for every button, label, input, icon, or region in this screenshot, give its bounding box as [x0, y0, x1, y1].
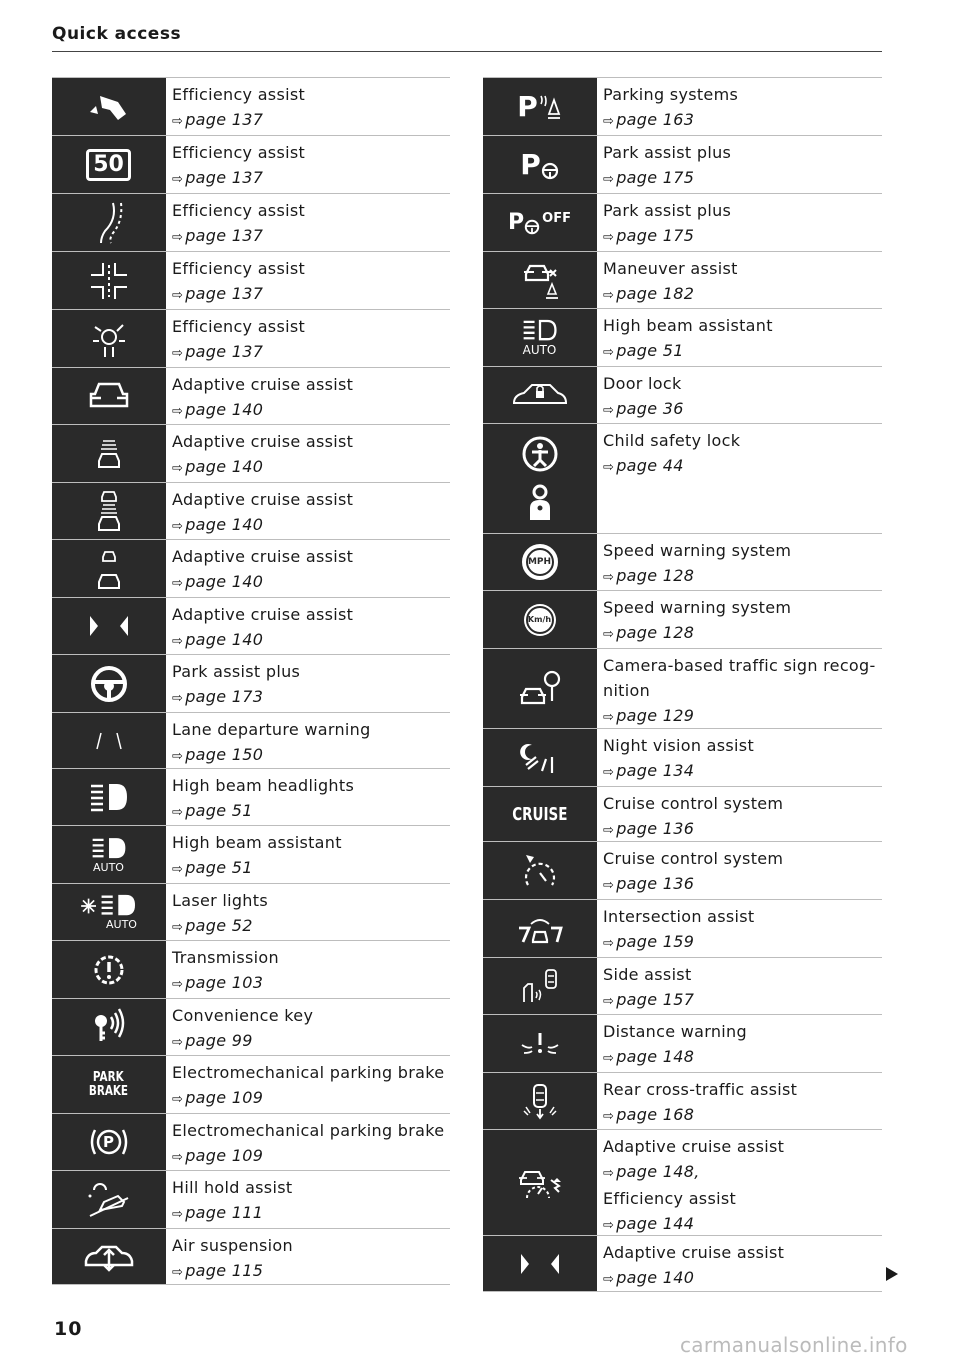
- page-reference-link[interactable]: ⇨ page 163: [603, 110, 695, 129]
- table-row: [483, 1235, 882, 1292]
- table-row: [483, 1014, 882, 1072]
- next-page-arrow-icon[interactable]: [886, 1267, 898, 1281]
- row-label: Adaptive cruise assist: [172, 490, 354, 509]
- row-label: Cruise control system: [603, 849, 784, 868]
- speed-warning-kmh-icon: [483, 591, 597, 648]
- table-row: [483, 1129, 882, 1235]
- page-reference-link[interactable]: ⇨ page 109: [172, 1146, 264, 1165]
- row-label: Adaptive cruise assist: [172, 605, 354, 624]
- page-reference-link[interactable]: ⇨ page 128: [603, 623, 695, 642]
- row-label-continued: nition: [603, 681, 651, 700]
- table-row: [52, 768, 450, 825]
- page-reference-link[interactable]: ⇨ page 175: [603, 168, 695, 187]
- row-label: Speed warning system: [603, 598, 792, 617]
- row-label: Child safety lock: [603, 431, 741, 450]
- cruise-gauge-icon: [483, 842, 597, 899]
- curve-road-icon: [52, 194, 166, 251]
- table-row: [483, 786, 882, 841]
- transmission-gear-icon: [52, 941, 166, 998]
- row-label: Convenience key: [172, 1006, 314, 1025]
- page-reference-link[interactable]: ⇨ page 182: [603, 284, 695, 303]
- row-label: Electromechanical parking brake: [172, 1063, 445, 1082]
- night-vision-icon: [483, 729, 597, 786]
- park-label: PARK: [93, 1069, 124, 1085]
- traffic-sign-recognition-icon: [483, 649, 597, 728]
- laser-light-icon: [52, 884, 166, 940]
- park-brake-text-icon: [52, 1056, 166, 1113]
- car-front-icon: [52, 368, 166, 424]
- table-row: [52, 654, 450, 712]
- table-row: [483, 648, 882, 728]
- row-label: Door lock: [603, 374, 682, 393]
- table-row: [52, 1113, 450, 1170]
- table-row: [52, 193, 450, 251]
- table-row: [52, 482, 450, 539]
- table-row: [52, 883, 450, 940]
- table-row: [483, 899, 882, 957]
- car-distance-3-icon: [52, 540, 166, 597]
- child-safety-lock-icon: [483, 424, 597, 533]
- table-row: [483, 533, 882, 590]
- table-row: [52, 135, 450, 193]
- row-label: Efficiency assist: [172, 201, 306, 220]
- row-label: Maneuver assist: [603, 259, 738, 278]
- table-row: [52, 1170, 450, 1228]
- page-reference-link[interactable]: ⇨ page 44: [603, 456, 684, 475]
- table-row: [52, 1055, 450, 1113]
- table-row: [52, 424, 450, 482]
- page-reference-link[interactable]: ⇨ page 173: [172, 687, 264, 706]
- speed-warning-mph-icon: [483, 534, 597, 590]
- row-label: Adaptive cruise assist: [172, 547, 354, 566]
- right-column: [483, 77, 882, 1292]
- cruise-text-icon: [483, 787, 597, 841]
- page-reference-link[interactable]: ⇨ page 129: [603, 706, 695, 725]
- table-row: [483, 841, 882, 899]
- parking-system-icon: [483, 78, 597, 135]
- speed-limit-text: 50: [86, 149, 131, 181]
- page-title: Quick access: [52, 24, 182, 44]
- page-reference-link[interactable]: ⇨ page 140: [172, 457, 264, 476]
- page-reference-link[interactable]: ⇨ page 140: [172, 515, 264, 534]
- row-label: Park assist plus: [603, 143, 732, 162]
- lane-arrows-icon: [483, 1236, 597, 1291]
- page-reference-link[interactable]: ⇨ page 148,: [603, 1162, 700, 1181]
- steering-wheel-icon: [52, 655, 166, 712]
- page-reference-link[interactable]: ⇨ page 137: [172, 342, 264, 361]
- auto-label: AUTO: [106, 918, 137, 931]
- page-reference-link[interactable]: ⇨ page 140: [172, 400, 264, 419]
- air-suspension-icon: [52, 1229, 166, 1284]
- table-row: [483, 728, 882, 786]
- page-reference-link[interactable]: ⇨ page 140: [603, 1268, 695, 1287]
- left-column: [52, 77, 450, 1285]
- kmh-label: Km/h: [527, 615, 552, 624]
- road-tilt-icon: [52, 78, 166, 135]
- cruise-label: CRUISE: [511, 803, 568, 825]
- hill-hold-icon: [52, 1171, 166, 1228]
- table-row: [483, 308, 882, 366]
- table-row: [483, 1072, 882, 1129]
- table-row: [52, 77, 450, 135]
- maneuver-assist-icon: [483, 252, 597, 308]
- table-row: [483, 590, 882, 648]
- page-reference-link[interactable]: ⇨ page 144: [603, 1214, 695, 1233]
- table-row: [52, 940, 450, 998]
- page-reference-link[interactable]: ⇨ page 36: [603, 399, 684, 418]
- park-p-letter: P: [508, 210, 525, 235]
- auto-label: AUTO: [93, 860, 124, 874]
- row-label: Efficiency assist: [172, 317, 306, 336]
- auto-label: AUTO: [522, 343, 557, 357]
- table-row: [483, 423, 882, 533]
- page-number: 10: [54, 1318, 83, 1340]
- table-row: [483, 957, 882, 1014]
- page-reference-link[interactable]: ⇨ page 175: [603, 226, 695, 245]
- table-row: [52, 539, 450, 597]
- park-p-letter: P: [520, 147, 541, 181]
- row-label: Camera-based traffic sign recog-: [603, 656, 876, 675]
- table-row: [52, 251, 450, 309]
- table-row: [483, 77, 882, 135]
- row-label: Efficiency assist: [172, 143, 306, 162]
- table-row: [52, 367, 450, 424]
- row-label: Park assist plus: [172, 662, 301, 681]
- page-reference-link[interactable]: ⇨ page 134: [603, 761, 695, 780]
- row-label: Night vision assist: [603, 736, 755, 755]
- row-label: High beam assistant: [172, 833, 342, 852]
- distance-warning-icon: [483, 1015, 597, 1072]
- brake-label: BRAKE: [88, 1083, 129, 1099]
- row-label: Hill hold assist: [172, 1178, 293, 1197]
- parking-brake-circle-icon: [52, 1114, 166, 1170]
- side-assist-icon: [483, 958, 597, 1014]
- page-reference-link[interactable]: ⇨ page 103: [172, 973, 264, 992]
- row-label: Adaptive cruise assist: [603, 1137, 785, 1156]
- table-row: [52, 309, 450, 367]
- high-beam-icon: [52, 769, 166, 825]
- page-reference-link[interactable]: ⇨ page 109: [172, 1088, 264, 1107]
- lane-arrows-icon: [52, 598, 166, 654]
- rear-cross-traffic-icon: [483, 1073, 597, 1129]
- page-reference-link[interactable]: ⇨ page 136: [603, 874, 695, 893]
- off-label: OFF: [542, 211, 571, 226]
- row-label: Distance warning: [603, 1022, 747, 1041]
- park-p-letter: P: [517, 90, 538, 123]
- page-reference-link[interactable]: ⇨ page 148: [603, 1047, 695, 1066]
- row-label: Parking systems: [603, 85, 739, 104]
- speed-limit-50-icon: [52, 136, 166, 193]
- row-label: Adaptive cruise assist: [172, 432, 354, 451]
- row-label: Electromechanical parking brake: [172, 1121, 445, 1140]
- page-reference-link[interactable]: ⇨ page 157: [603, 990, 695, 1009]
- row-label: Lane departure warning: [172, 720, 371, 739]
- park-assist-icon: [483, 136, 597, 193]
- park-p-letter: P: [103, 1133, 114, 1151]
- table-row: [52, 1228, 450, 1285]
- page-reference-link[interactable]: ⇨ page 51: [172, 801, 253, 820]
- table-row: [52, 998, 450, 1055]
- page-reference-link[interactable]: ⇨ page 99: [172, 1031, 253, 1050]
- table-row: [52, 825, 450, 883]
- row-label: High beam headlights: [172, 776, 355, 795]
- intersection-icon: [52, 252, 166, 309]
- park-assist-off-icon: [483, 194, 597, 251]
- row-label-secondary: Efficiency assist: [603, 1189, 737, 1208]
- row-label: Efficiency assist: [172, 259, 306, 278]
- row-label: Air suspension: [172, 1236, 293, 1255]
- page-reference-link[interactable]: ⇨ page 137: [172, 168, 264, 187]
- page-reference-link[interactable]: ⇨ page 115: [172, 1261, 264, 1280]
- row-label: Rear cross-traffic assist: [603, 1080, 798, 1099]
- page-reference-link[interactable]: ⇨ page 140: [172, 630, 264, 649]
- page-reference-link[interactable]: ⇨ page 150: [172, 745, 264, 764]
- door-lock-icon: [483, 367, 597, 423]
- page-reference-link[interactable]: ⇨ page 159: [603, 932, 695, 951]
- header-divider: [52, 51, 882, 52]
- watermark: carmanualsonline.info: [680, 1333, 908, 1357]
- page-reference-link[interactable]: ⇨ page 136: [603, 819, 695, 838]
- page-reference-link[interactable]: ⇨ page 51: [603, 341, 684, 360]
- row-label: Laser lights: [172, 891, 268, 910]
- table-row: [483, 135, 882, 193]
- intersection-assist-icon: [483, 900, 597, 957]
- row-label: Park assist plus: [603, 201, 732, 220]
- row-label: Cruise control system: [603, 794, 784, 813]
- page-reference-link[interactable]: ⇨ page 137: [172, 284, 264, 303]
- car-distance-2-icon: [52, 483, 166, 539]
- row-label: Side assist: [603, 965, 692, 984]
- row-label: Efficiency assist: [172, 85, 306, 104]
- high-beam-assistant-icon: [483, 309, 597, 366]
- page-reference-link[interactable]: ⇨ page 137: [172, 226, 264, 245]
- cruise-efficiency-icon: [483, 1130, 597, 1235]
- row-label: Speed warning system: [603, 541, 792, 560]
- roundabout-icon: [52, 310, 166, 367]
- row-label: Transmission: [172, 948, 279, 967]
- row-label: High beam assistant: [603, 316, 773, 335]
- row-label: Adaptive cruise assist: [603, 1243, 785, 1262]
- table-row: [483, 366, 882, 423]
- key-signal-icon: [52, 999, 166, 1055]
- table-row: [483, 251, 882, 308]
- table-row: [52, 712, 450, 768]
- page-reference-link[interactable]: ⇨ page 52: [172, 916, 253, 935]
- car-distance-1-icon: [52, 425, 166, 482]
- table-row: [483, 193, 882, 251]
- page-reference-link[interactable]: ⇨ page 51: [172, 858, 253, 877]
- row-label: Intersection assist: [603, 907, 755, 926]
- page-reference-link[interactable]: ⇨ page 140: [172, 572, 264, 591]
- page-reference-link[interactable]: ⇨ page 168: [603, 1105, 695, 1124]
- high-beam-auto-icon: [52, 826, 166, 883]
- page-reference-link[interactable]: ⇨ page 111: [172, 1203, 264, 1222]
- lane-lines-icon: [52, 713, 166, 768]
- page-reference-link[interactable]: ⇨ page 137: [172, 110, 264, 129]
- table-row: [52, 597, 450, 654]
- mph-label: MPH: [527, 557, 552, 567]
- page-reference-link[interactable]: ⇨ page 128: [603, 566, 695, 585]
- row-label: Adaptive cruise assist: [172, 375, 354, 394]
